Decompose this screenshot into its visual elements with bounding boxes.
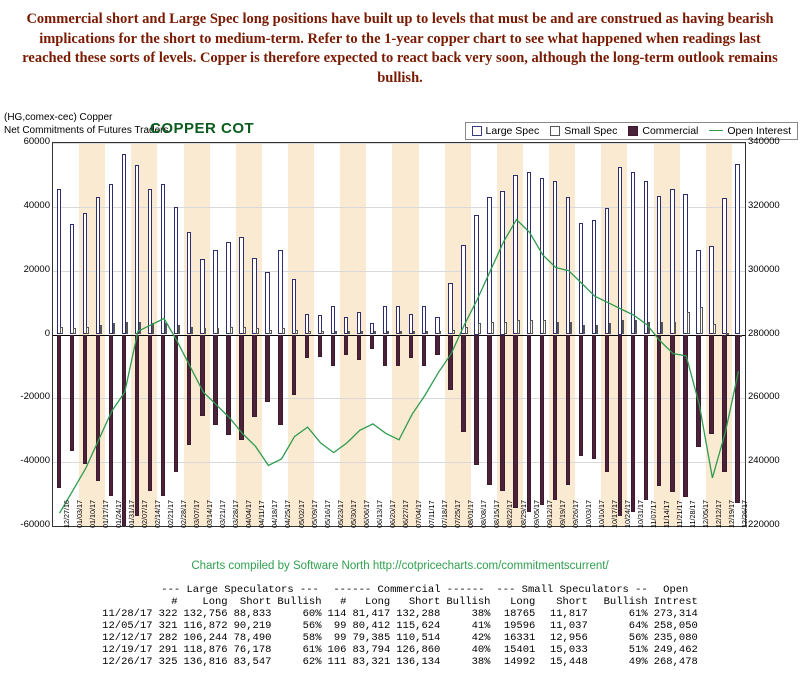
table-row: [99, 644, 701, 656]
cell-ls-n: 291: [158, 644, 178, 656]
cell-ls-bull: 56%: [302, 620, 322, 632]
x-tick-label: 01/10/17: [87, 500, 97, 528]
x-tick-label: 12/27/16: [61, 500, 71, 528]
chart-credit: Charts compiled by Software North http://cotpricecharts.com/commitmentscurrent/: [191, 560, 609, 572]
col-open-interest: Intrest: [653, 596, 698, 608]
cell-ss-short: 11,817: [549, 608, 588, 620]
x-tick-label: 03/07/17: [192, 500, 202, 528]
cell-ss-short: 15,033: [549, 644, 588, 656]
col-ls-bullish: Bullish: [277, 596, 322, 608]
x-tick-label: 08/22/17: [505, 500, 515, 528]
cell-ls-long: 118,876: [183, 644, 228, 656]
table-row: [99, 632, 701, 644]
cell-date: 12/05/17: [102, 620, 153, 632]
table-header-row: [99, 596, 701, 608]
cell-oi: 258,050: [653, 620, 698, 632]
instrument-label: (HG,comex-cec) Copper: [4, 112, 113, 123]
x-tick-label: 05/09/17: [309, 500, 319, 528]
cell-ss-bull: 56%: [628, 632, 648, 644]
legend-item-small-spec: [550, 125, 617, 137]
cell-cm-short: 115,624: [396, 620, 441, 632]
legend-label: Small Spec: [564, 125, 618, 137]
cell-ls-long: 132,756: [183, 608, 228, 620]
x-tick-label: 05/30/17: [348, 500, 358, 528]
x-tick-label: 05/23/17: [335, 500, 345, 528]
cell-ls-short: 83,547: [233, 656, 272, 668]
y-tick-left: -60000: [20, 519, 50, 530]
x-tick-label: 05/16/17: [322, 500, 332, 528]
cell-cm-short: 110,514: [396, 632, 441, 644]
cell-cm-long: 83,794: [352, 644, 391, 656]
cell-ls-n: 321: [158, 620, 178, 632]
cell-cm-bull: 40%: [471, 644, 491, 656]
cell-ls-bull: 62%: [302, 656, 322, 668]
grp-blank: [99, 584, 155, 596]
y-tick-right: 300000: [748, 263, 780, 275]
legend-label: Open Interest: [727, 125, 791, 137]
x-tick-label: 10/17/17: [609, 500, 619, 528]
x-tick-label: 04/04/17: [244, 500, 254, 528]
cell-ls-long: 116,872: [183, 620, 228, 632]
cell-oi: 273,314: [653, 608, 698, 620]
y-tick-left: 0: [44, 327, 50, 339]
x-tick-label: 07/18/17: [440, 500, 450, 528]
cell-date: 11/28/17: [102, 608, 153, 620]
y-tick-left: 40000: [23, 199, 50, 211]
cell-cm-n: 114: [327, 608, 347, 620]
x-tick-label: 06/20/17: [387, 500, 397, 528]
legend-item-large-spec: [472, 125, 540, 137]
cell-cm-n: 99: [333, 620, 347, 632]
cell-ss-long: 14992: [503, 656, 536, 668]
table-row: [99, 608, 701, 620]
cell-cm-n: 111: [327, 656, 347, 668]
x-tick-label: 07/25/17: [453, 500, 463, 528]
cell-ls-n: 322: [158, 608, 178, 620]
x-tick-label: 10/03/17: [583, 500, 593, 528]
cell-cm-bull: 41%: [471, 620, 491, 632]
table: [99, 584, 701, 668]
y-tick-right: 280000: [748, 327, 780, 339]
cell-cm-short: 132,288: [396, 608, 441, 620]
cell-date: 12/12/17: [102, 632, 153, 644]
y-tick-left: 20000: [23, 263, 50, 275]
y-tick-left: 60000: [23, 136, 50, 147]
group-commercial: ------ Commercial ------: [333, 584, 485, 596]
x-tick-label: 10/24/17: [622, 500, 632, 528]
y-tick-left: -20000: [20, 391, 50, 403]
x-tick-label: 11/07/17: [649, 500, 659, 528]
cell-cm-n: 106: [327, 644, 347, 656]
cell-ss-short: 15,448: [549, 656, 588, 668]
table-row: [99, 620, 701, 632]
col-cm-bullish: Bullish: [446, 596, 491, 608]
x-tick-label: 05/02/17: [296, 500, 306, 528]
open-interest-line: [53, 143, 745, 526]
x-tick-label: 11/28/17: [688, 500, 698, 528]
col-ss-bullish: Bullish: [603, 596, 648, 608]
cell-cm-long: 81,417: [352, 608, 391, 620]
x-tick-label: 06/27/17: [401, 500, 410, 528]
cell-cm-bull: 38%: [471, 656, 491, 668]
x-tick-label: 04/11/17: [257, 500, 267, 528]
x-tick-label: 12/26/17: [740, 500, 750, 528]
cell-ss-long: 18765: [503, 608, 536, 620]
x-tick-label: 10/10/17: [596, 500, 606, 528]
page-headline: Commercial short and Large Spec long positions have built up to levels that must be and are construed as having bearish implications for the short to medium-term. Refer to the 1-year copper chart to see what happened when readings last reached these sorts of levels. Copper is therefore expected to react back very soon, although the long-term outlook remains bullish.: [22, 11, 778, 86]
x-tick-label: 12/05/17: [701, 500, 711, 528]
cot-data-table: [0, 584, 800, 668]
col-date: [99, 596, 155, 608]
y-tick-right: 340000: [748, 136, 780, 147]
x-tick-label: 08/08/17: [479, 500, 489, 528]
x-tick-label: 09/19/17: [557, 500, 567, 528]
cell-cm-long: 83,321: [352, 656, 391, 668]
group-small-speculators: --- Small Speculators --: [496, 584, 648, 596]
col-cm-n: #: [340, 596, 347, 608]
cell-ss-long: 19596: [503, 620, 536, 632]
cell-ls-bull: 60%: [302, 608, 322, 620]
cell-ls-long: 106,244: [183, 632, 228, 644]
cell-ls-short: 78,490: [233, 632, 272, 644]
cot-chart: [0, 112, 800, 552]
x-tick-label: 02/28/17: [179, 500, 189, 528]
x-tick-label: 10/31/17: [636, 500, 646, 528]
y-tick-right: 220000: [748, 519, 780, 530]
x-tick-label: 07/11/17: [427, 500, 437, 528]
col-ls-short: Short: [239, 596, 272, 608]
cell-ss-short: 11,037: [549, 620, 588, 632]
line-icon: [709, 130, 723, 131]
x-tick-label: 03/28/17: [231, 500, 241, 528]
x-tick-label: 01/24/17: [113, 500, 123, 528]
x-tick-label: 06/06/17: [361, 500, 371, 528]
cell-ls-short: 88,833: [233, 608, 272, 620]
x-tick-label: 02/07/17: [139, 500, 149, 528]
x-tick-label: 09/12/17: [544, 500, 554, 528]
x-tick-label: 01/17/17: [100, 500, 110, 528]
cell-ls-bull: 58%: [302, 632, 322, 644]
cell-oi: 235,080: [653, 632, 698, 644]
y-tick-right: 320000: [748, 199, 780, 211]
cell-oi: 249,462: [653, 644, 698, 656]
square-outline-icon: [472, 126, 482, 136]
col-cm-short: Short: [408, 596, 441, 608]
cell-date: 12/26/17: [102, 656, 153, 668]
square-outline-icon: [550, 126, 560, 136]
cell-cm-short: 126,860: [396, 644, 441, 656]
chart-corner-label: [4, 112, 169, 137]
cell-ls-n: 325: [158, 656, 178, 668]
x-tick-label: 08/29/17: [518, 500, 528, 528]
legend-label: Commercial: [642, 125, 699, 137]
x-tick-label: 02/21/17: [165, 500, 175, 528]
cell-ls-bull: 61%: [302, 644, 322, 656]
table-row: [99, 656, 701, 668]
x-tick-label: 04/18/17: [270, 500, 280, 528]
y-tick-right: 240000: [748, 455, 780, 467]
x-tick-label: 09/26/17: [570, 500, 580, 528]
cell-ls-long: 136,816: [183, 656, 228, 668]
x-tick-label: 08/15/17: [492, 500, 502, 528]
legend-label: Large Spec: [485, 125, 540, 137]
cell-ls-n: 282: [158, 632, 178, 644]
group-open: Open: [663, 584, 689, 596]
x-tick-label: 01/03/17: [74, 500, 84, 528]
col-ss-long: Long: [510, 596, 536, 608]
cell-cm-n: 99: [333, 632, 347, 644]
legend-item-commercial: [628, 125, 698, 137]
x-tick-label: 09/05/17: [531, 500, 541, 528]
cell-cm-bull: 42%: [471, 632, 491, 644]
x-tick-label: 08/01/17: [466, 500, 476, 528]
cell-ss-bull: 64%: [628, 620, 648, 632]
cell-oi: 268,478: [653, 656, 698, 668]
chart-title: COPPER COT: [150, 120, 255, 137]
cell-ss-long: 15401: [503, 644, 536, 656]
col-ls-long: Long: [202, 596, 228, 608]
cell-ss-bull: 49%: [628, 656, 648, 668]
x-tick-label: 11/14/17: [662, 500, 672, 528]
cell-cm-long: 79,385: [352, 632, 391, 644]
x-tick-label: 04/25/17: [283, 500, 293, 528]
col-ss-short: Short: [556, 596, 588, 608]
cell-ss-short: 12,956: [549, 632, 588, 644]
x-tick-label: 12/19/17: [727, 500, 737, 528]
table-group-header-row: [99, 584, 701, 596]
plot-area: [52, 142, 746, 527]
cell-cm-short: 136,134: [396, 656, 441, 668]
square-filled-icon: [628, 126, 638, 136]
cell-ss-bull: 51%: [628, 644, 648, 656]
cell-cm-long: 80,412: [352, 620, 391, 632]
cell-ss-bull: 61%: [628, 608, 648, 620]
group-large-speculators: --- Large Speculators ---: [161, 584, 319, 596]
col-ls-n: #: [171, 596, 178, 608]
cell-cm-bull: 38%: [471, 608, 491, 620]
x-tick-label: 06/13/17: [374, 500, 384, 528]
x-tick-label: 02/14/17: [152, 500, 162, 528]
x-tick-label: 12/12/17: [714, 500, 724, 528]
cell-ls-short: 76,178: [233, 644, 272, 656]
x-tick-label: 01/31/17: [126, 500, 136, 528]
cell-ss-long: 16331: [503, 632, 536, 644]
x-tick-label: 03/14/17: [205, 500, 215, 528]
table-body: [99, 608, 701, 668]
col-cm-long: Long: [365, 596, 391, 608]
y-tick-right: 260000: [748, 391, 780, 403]
x-tick-label: 11/21/17: [675, 500, 685, 528]
x-tick-label: 03/21/17: [218, 500, 228, 528]
cell-date: 12/19/17: [102, 644, 153, 656]
series-description-label: Net Commitments of Futures Traders: [4, 124, 169, 136]
cell-ls-short: 90,219: [233, 620, 272, 632]
x-tick-label: 07/04/17: [414, 500, 424, 528]
y-tick-left: -40000: [20, 455, 50, 467]
